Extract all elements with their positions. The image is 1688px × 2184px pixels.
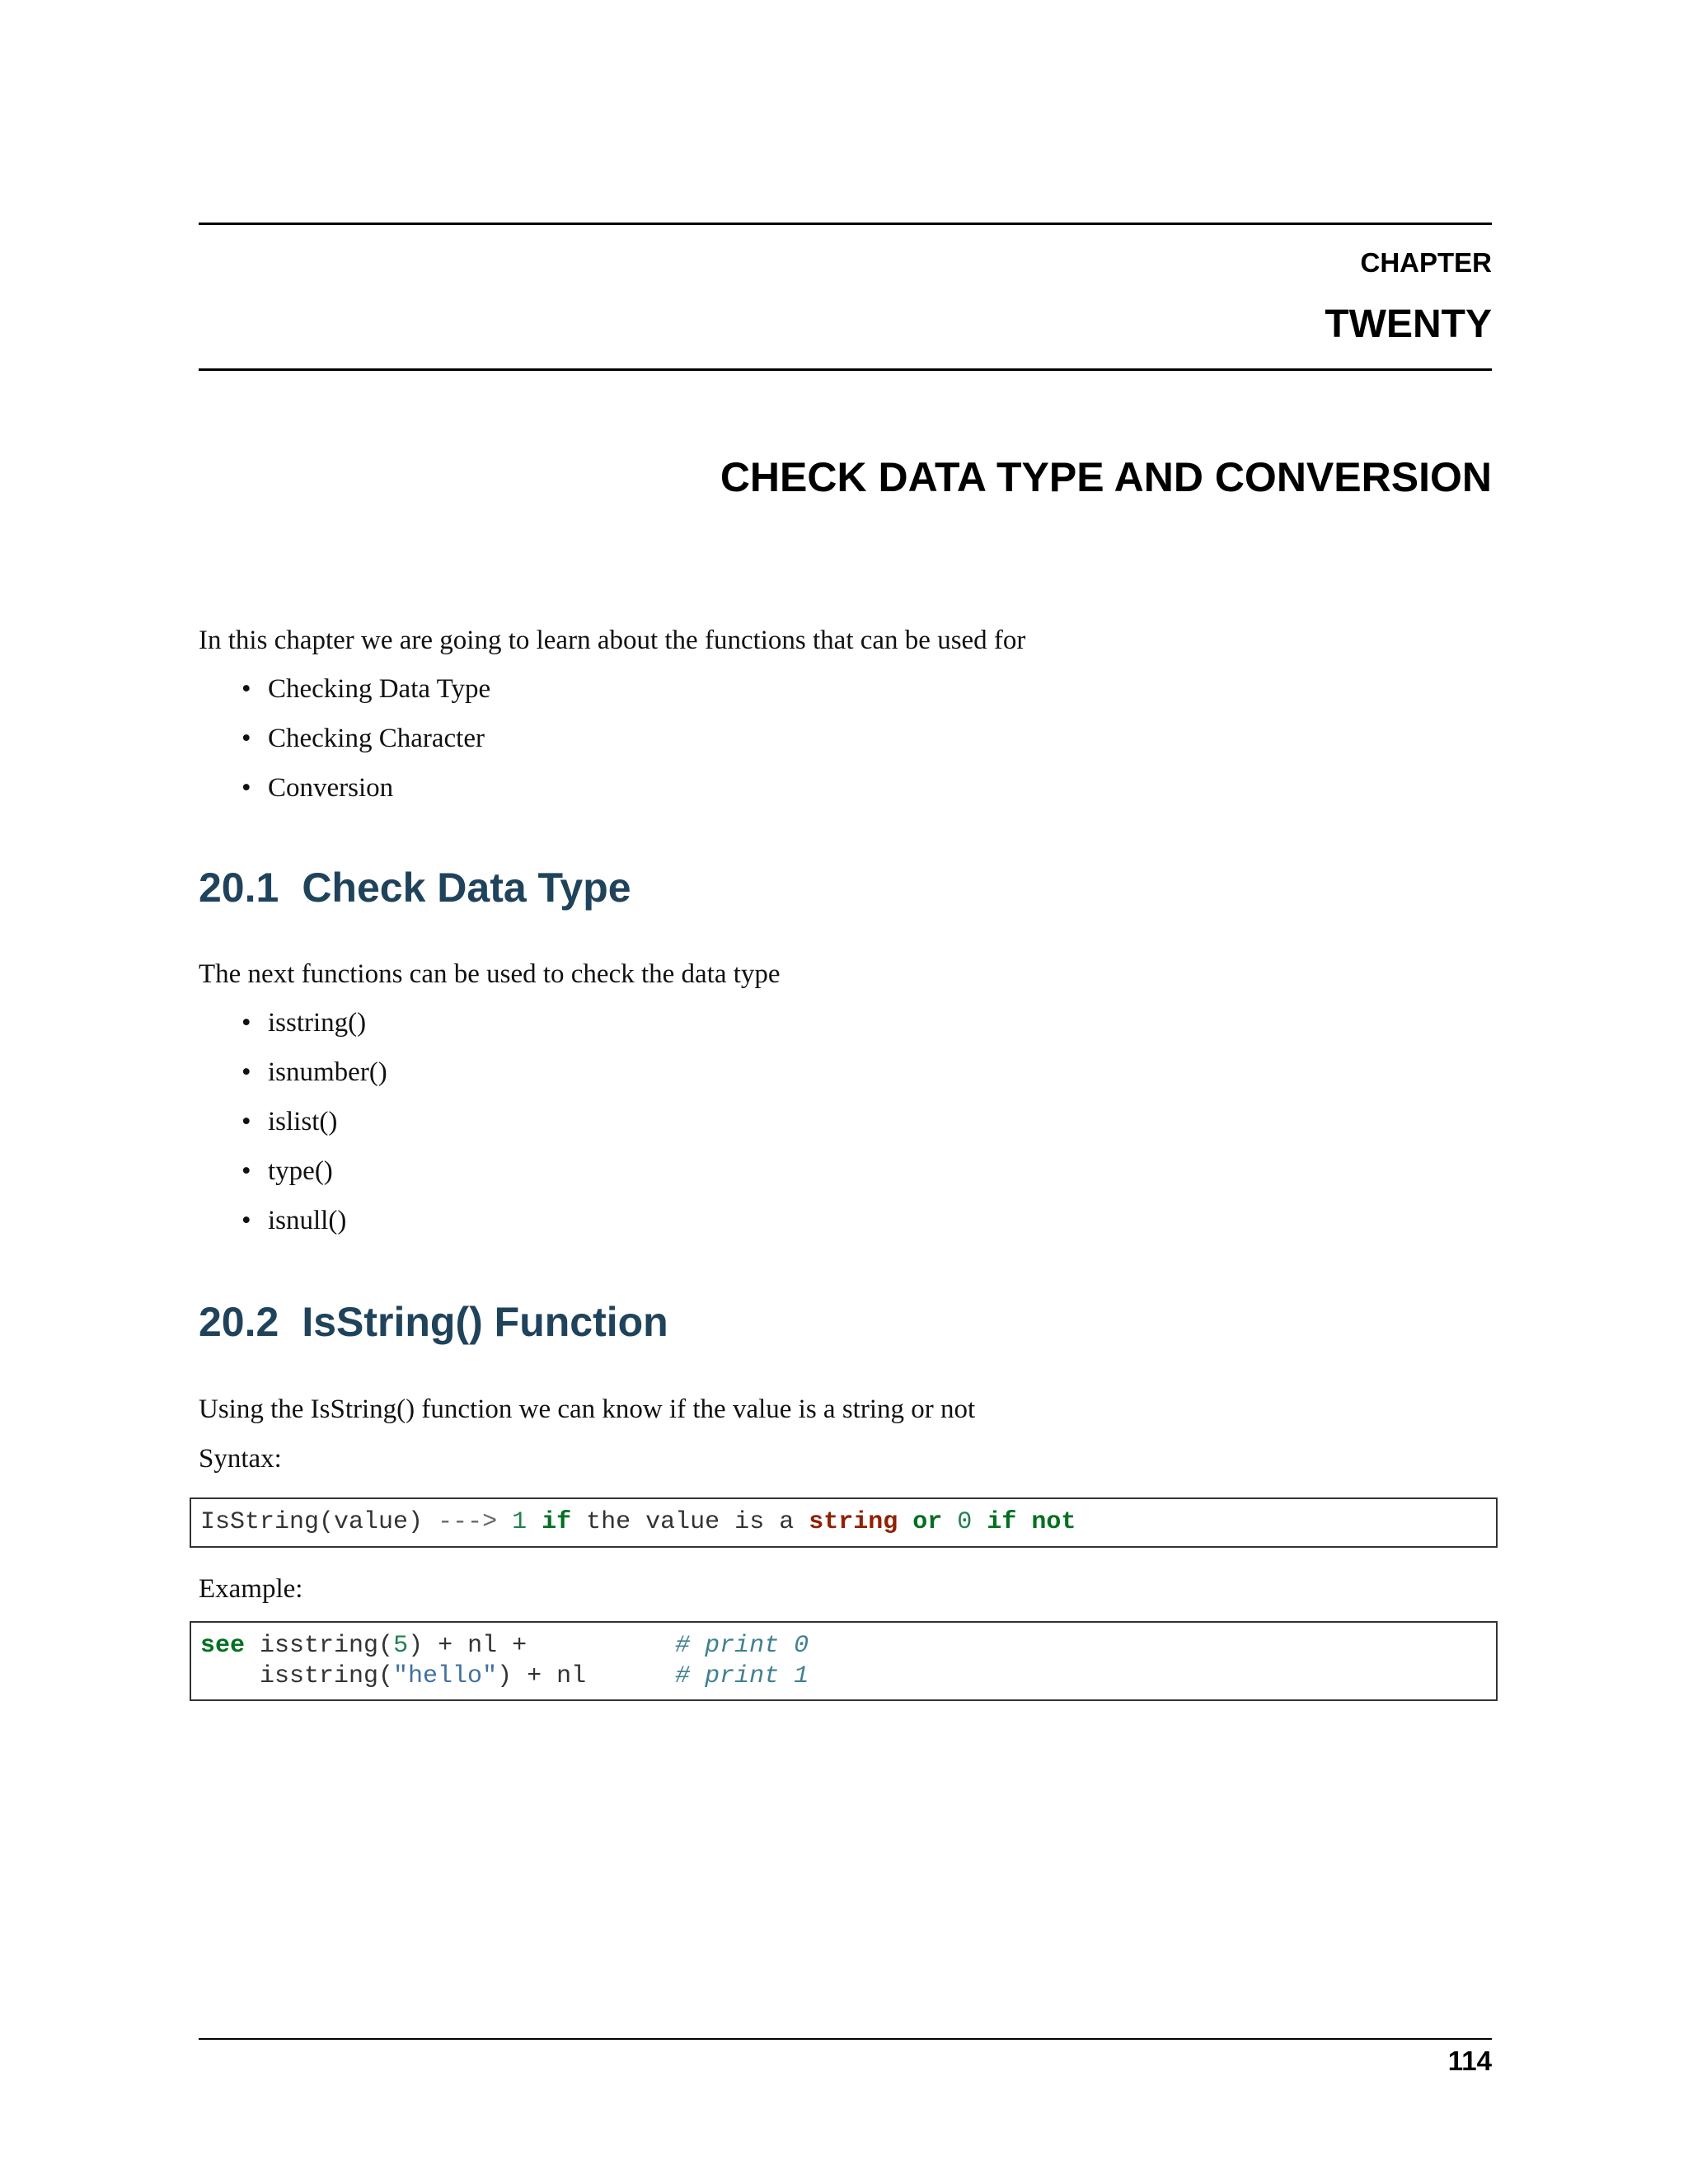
chapter-top-rule [199, 223, 1492, 225]
intro-list [241, 673, 491, 821]
intro-paragraph: In this chapter we are going to learn about the functions that can be used for [199, 626, 1026, 655]
bullet-icon: • [241, 1107, 251, 1137]
bullet-icon: • [241, 1008, 251, 1038]
list-item: • isnumber() [241, 1057, 387, 1087]
bullet-icon: • [241, 724, 251, 753]
section-title: Check Data Type [302, 865, 631, 911]
section-heading-check-data-type [199, 864, 631, 912]
section-heading-isstring-function [199, 1298, 668, 1346]
section-number: 20.2 [199, 1299, 279, 1345]
chapter-number: TWENTY [1325, 302, 1492, 346]
chapter-label: CHAPTER [1360, 247, 1492, 278]
chapter-bottom-rule [199, 368, 1492, 371]
example-code-block: see isstring(5) + nl + # print 0 isstring("hello") + nl # print 1 [190, 1621, 1498, 1701]
bullet-icon: • [241, 1206, 251, 1235]
function-list [241, 1006, 387, 1254]
page-number: 114 [1447, 2046, 1492, 2076]
footer-rule [199, 2038, 1492, 2040]
section-title: IsString() Function [302, 1299, 668, 1345]
section-number: 20.1 [199, 865, 279, 911]
syntax-code-block: IsString(value) ---> 1 if the value is a string or 0 if not [190, 1497, 1498, 1548]
bullet-icon: • [241, 1057, 251, 1087]
list-item: • type() [241, 1156, 333, 1186]
section1-paragraph: The next functions can be used to check the data type [199, 959, 781, 989]
list-item: • Conversion [241, 773, 394, 803]
chapter-title: CHECK DATA TYPE AND CONVERSION [720, 454, 1492, 500]
section2-paragraph: Using the IsString() function we can know if the value is a string or not [199, 1394, 976, 1424]
bullet-icon: • [241, 773, 251, 803]
bullet-icon: • [241, 674, 251, 704]
list-item: • isnull() [241, 1206, 347, 1235]
syntax-label: Syntax: [199, 1444, 282, 1474]
bullet-icon: • [241, 1156, 251, 1186]
list-item: • islist() [241, 1107, 338, 1137]
list-item: • isstring() [241, 1008, 367, 1038]
list-item: • Checking Character [241, 724, 485, 753]
example-label: Example: [199, 1574, 303, 1604]
list-item: • Checking Data Type [241, 674, 491, 704]
